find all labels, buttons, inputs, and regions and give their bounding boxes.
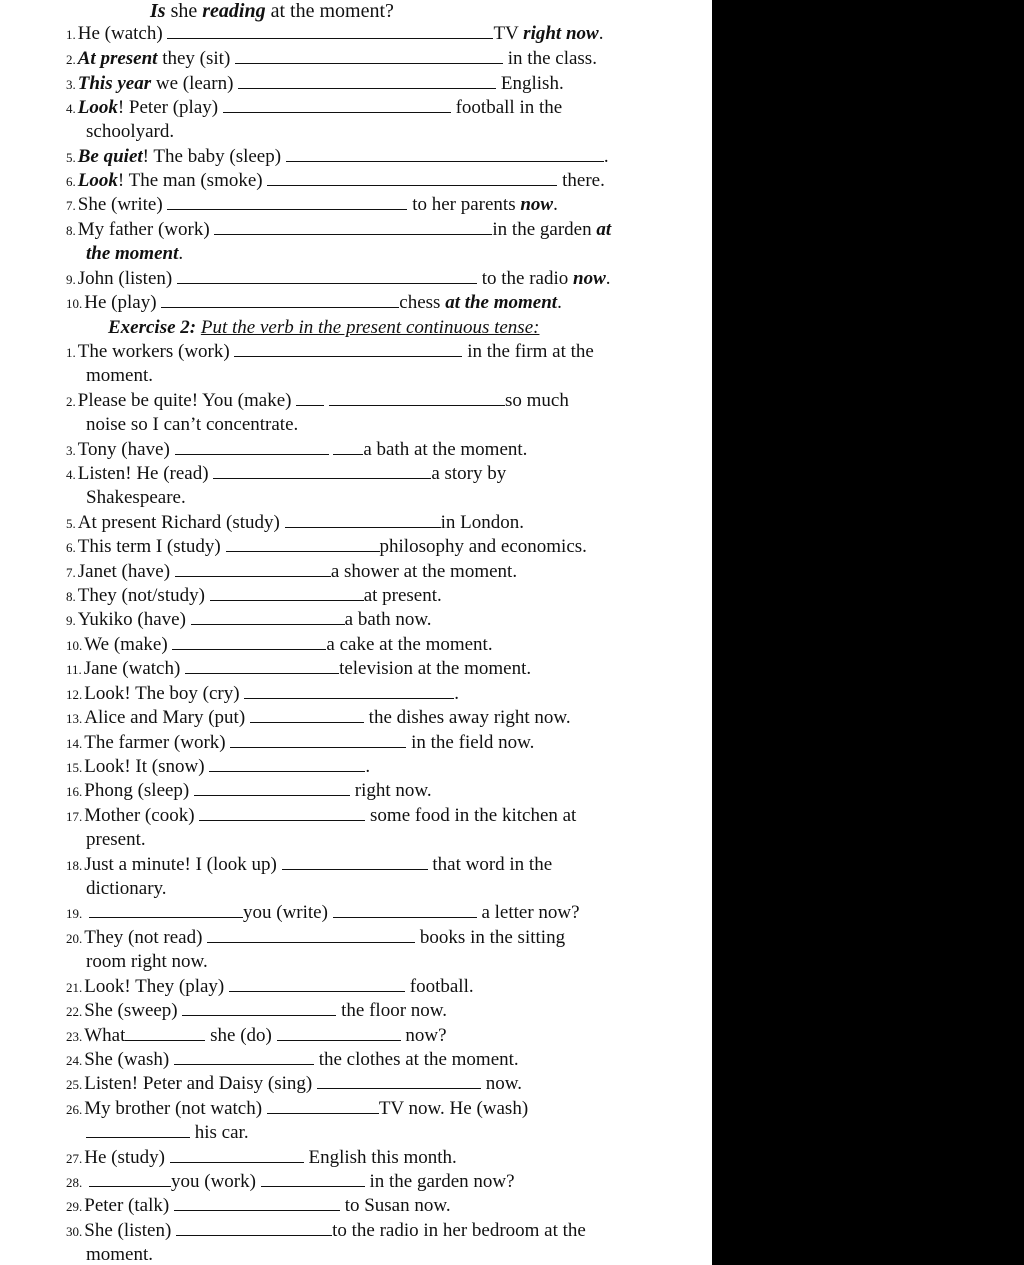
answer-blank[interactable] [191,608,345,625]
answer-blank[interactable] [209,755,365,772]
ex2-item-10: 10. We (make) a cake at the moment. [66,634,493,655]
ex2-item-11: 11. Jane (watch) television at the moment. [66,658,532,679]
answer-blank[interactable] [172,633,326,650]
ex2-item-26: 26. My brother (not watch) TV now. He (wash) [66,1098,529,1119]
answer-blank[interactable] [177,267,477,284]
answer-blank[interactable] [333,901,477,918]
answer-blank[interactable] [230,731,406,748]
answer-blank[interactable] [175,560,331,577]
ex2-item-22: 22. She (sweep) the floor now. [66,1000,448,1021]
ex2-item-30: 30. She (listen) to the radio in her bedroom at the [66,1220,586,1241]
ex2-item-4: 4. Listen! He (read) a story by [66,463,507,484]
ex2-item-12: 12. Look! The boy (cry) . [66,683,460,704]
ex2-item-16: 16. Phong (sleep) right now. [66,780,432,801]
answer-blank[interactable] [174,1194,340,1211]
ex1-item-4-cont: schoolyard. [86,121,175,142]
black-margin [712,0,1024,1265]
answer-blank[interactable] [234,340,462,357]
ex2-item-25: 25. Listen! Peter and Daisy (sing) now. [66,1073,522,1094]
answer-blank[interactable] [194,779,350,796]
ex2-item-24: 24. She (wash) the clothes at the moment. [66,1049,519,1070]
answer-blank[interactable] [125,1024,205,1041]
ex2-item-18-cont: dictionary. [86,878,167,899]
answer-blank[interactable] [185,657,339,674]
ex2-item-8: 8. They (not/study) at present. [66,585,442,606]
ex1-item-1: 1. He (watch) TV right now. [66,23,604,44]
ex2-item-13: 13. Alice and Mary (put) the dishes away right now. [66,707,571,728]
ex1-item-3: 3. This year we (learn) English. [66,73,564,94]
answer-blank[interactable] [161,291,399,308]
ex2-item-30-cont: moment. [86,1244,154,1265]
ex2-item-20-cont: room right now. [86,951,208,972]
answer-blank[interactable] [170,1146,304,1163]
answer-blank[interactable] [244,682,454,699]
answer-blank[interactable] [167,22,493,39]
answer-blank[interactable] [176,1219,332,1236]
answer-blank[interactable] [223,96,451,113]
ex2-item-5: 5. At present Richard (study) in London. [66,512,524,533]
ex2-item-9: 9. Yukiko (have) a bath now. [66,609,432,630]
answer-blank[interactable] [210,584,364,601]
answer-blank[interactable] [238,72,496,89]
answer-blank[interactable] [296,389,324,406]
ex2-item-20: 20. They (not read) books in the sitting [66,927,566,948]
ex1-item-2: 2. At present they (sit) in the class. [66,48,597,69]
ex2-item-17: 17. Mother (cook) some food in the kitchen at [66,805,577,826]
answer-blank[interactable] [207,926,415,943]
example-question: Is she reading at the moment? [150,0,394,22]
answer-blank[interactable] [199,804,365,821]
answer-blank[interactable] [317,1072,481,1089]
answer-blank[interactable] [286,145,604,162]
answer-blank[interactable] [282,853,428,870]
ex1-item-8-cont: the moment. [86,243,184,264]
ex2-item-7: 7. Janet (have) a shower at the moment. [66,561,518,582]
ex2-item-15: 15. Look! It (snow) . [66,756,371,777]
answer-blank[interactable] [174,1048,314,1065]
exercise-2-heading: Exercise 2: Put the verb in the present continuous tense: [108,317,540,338]
ex1-item-10: 10. He (play) chess at the moment. [66,292,562,313]
ex2-item-26-cont: his car. [86,1121,712,1145]
answer-blank[interactable] [267,1097,379,1114]
answer-blank[interactable] [261,1170,365,1187]
answer-blank[interactable] [213,462,431,479]
answer-blank[interactable] [250,706,364,723]
ex1-item-6: 6. Look! The man (smoke) there. [66,170,605,191]
answer-blank[interactable] [267,169,557,186]
answer-blank[interactable] [329,389,505,406]
answer-blank[interactable] [214,218,492,235]
ex2-item-19: 19. you (write) a letter now? [66,902,580,923]
ex2-item-1: 1. The workers (work) in the firm at the [66,341,594,362]
ex2-item-28: 28. you (work) in the garden now? [66,1171,515,1192]
answer-blank[interactable] [86,1121,190,1138]
answer-blank[interactable] [89,1170,171,1187]
ex2-item-29: 29. Peter (talk) to Susan now. [66,1195,451,1216]
ex2-item-23: 23. What she (do) now? [66,1025,447,1046]
ex2-item-6: 6. This term I (study) philosophy and economics. [66,536,587,557]
ex2-item-21: 21. Look! They (play) football. [66,976,474,997]
ex2-item-14: 14. The farmer (work) in the field now. [66,732,535,753]
ex1-item-5: 5. Be quiet! The baby (sleep) . [66,146,609,167]
answer-blank[interactable] [167,193,407,210]
ex2-item-2-cont: noise so I can’t concentrate. [86,414,299,435]
answer-blank[interactable] [226,535,380,552]
ex1-item-7: 7. She (write) to her parents now. [66,194,558,215]
answer-blank[interactable] [333,438,363,455]
answer-blank[interactable] [235,47,503,64]
answer-blank[interactable] [182,999,336,1016]
ex2-item-18: 18. Just a minute! I (look up) that word in the [66,854,553,875]
answer-blank[interactable] [175,438,329,455]
ex2-item-1-cont: moment. [86,365,154,386]
answer-blank[interactable] [285,511,441,528]
ex1-item-4: 4. Look! Peter (play) football in the [66,97,563,118]
ex1-item-9: 9. John (listen) to the radio now. [66,268,611,289]
ex2-item-27: 27. He (study) English this month. [66,1147,457,1168]
answer-blank[interactable] [229,975,405,992]
ex2-item-17-cont: present. [86,829,146,850]
answer-blank[interactable] [277,1024,401,1041]
ex2-item-2: 2. Please be quite! You (make) so much [66,390,569,411]
ex2-item-4-cont: Shakespeare. [86,487,186,508]
answer-blank[interactable] [89,901,243,918]
ex1-item-8: 8. My father (work) in the garden at [66,219,612,240]
ex2-item-3: 3. Tony (have) a bath at the moment. [66,439,528,460]
